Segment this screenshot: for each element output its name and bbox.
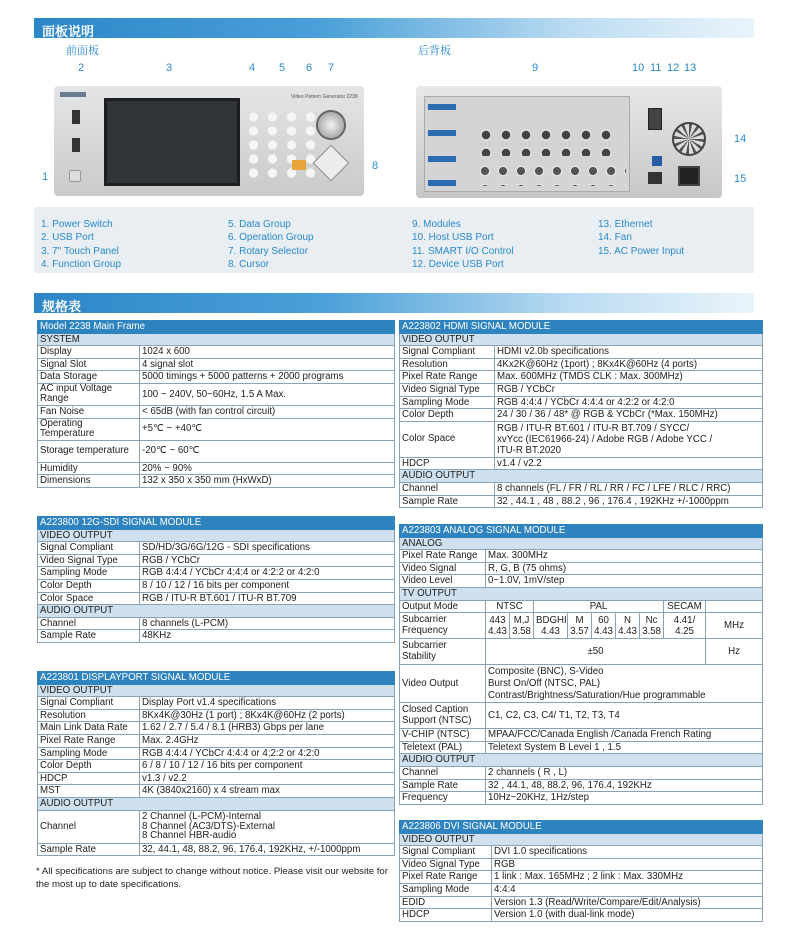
table-cell: 443 4.43 bbox=[486, 613, 510, 639]
callout-4: 4 bbox=[249, 62, 256, 74]
callout-7: 7 bbox=[328, 62, 335, 74]
table-cell: Teletext (PAL) bbox=[400, 741, 486, 754]
table-cell: Color Depth bbox=[400, 409, 495, 422]
callout-13: 13 bbox=[684, 62, 697, 74]
device-title: Video Pattern Generator 2238 bbox=[291, 94, 358, 100]
table-cell: Subcarrier Frequency bbox=[400, 613, 486, 639]
table-cell: 8 / 10 / 12 / 16 bits per component bbox=[140, 579, 395, 592]
section-title-panel: 面板说明 bbox=[34, 18, 754, 38]
rotary-selector bbox=[316, 110, 346, 140]
callout-11: 11 bbox=[650, 62, 662, 74]
table-cell: MPAA/FCC/Canada English /Canada French Rating bbox=[486, 729, 763, 742]
table-cell: Version 1.3 (Read/Write/Compare/Edit/Analysis) bbox=[492, 896, 763, 909]
table-cell: Color Space bbox=[400, 421, 495, 457]
table-cell: AC input Voltage Range bbox=[38, 383, 140, 405]
table-cell: Video Level bbox=[400, 575, 486, 588]
table-cell: Display bbox=[38, 346, 140, 359]
table-cell: EDID bbox=[400, 896, 492, 909]
table-cell: V-CHIP (NTSC) bbox=[400, 729, 486, 742]
table-cell: 32 , 44.1 , 48 , 88.2 , 96 , 176.4 , 192KHz +/-1000ppm bbox=[495, 495, 763, 508]
table-cell bbox=[706, 600, 763, 613]
table-cell: Storage temperature bbox=[38, 440, 140, 462]
table-cell: Video Signal bbox=[400, 562, 486, 575]
table-cell: MHz bbox=[706, 613, 763, 639]
table-cell: MST bbox=[38, 785, 140, 798]
table-displayport bbox=[37, 671, 395, 856]
table-main-frame bbox=[37, 320, 395, 488]
table-cell: 100 ~ 240V, 50~60Hz, 1.5 A Max. bbox=[140, 383, 395, 405]
table-cell: Pixel Rate Range bbox=[400, 550, 486, 563]
table-cell: ±50 bbox=[486, 639, 706, 665]
table-cell: 8 channels (FL / FR / RL / RR / FC / LFE / RLC / RRC) bbox=[495, 482, 763, 495]
table-cell: AUDIO OUTPUT bbox=[400, 470, 763, 483]
table-hdmi bbox=[399, 320, 763, 508]
table-cell: HDCP bbox=[38, 772, 140, 785]
table-cell: RGB bbox=[492, 858, 763, 871]
callout-14: 14 bbox=[734, 133, 747, 145]
table-cell: 132 x 350 x 350 mm (HxWxD) bbox=[140, 475, 395, 488]
table-cell: A223803 ANALOG SIGNAL MODULE bbox=[400, 525, 763, 538]
table-cell: Video Signal Type bbox=[400, 383, 495, 396]
legend-col-4: 13. Ethernet 14. Fan 15. AC Power Input bbox=[598, 219, 685, 257]
main-frame-cat: SYSTEM bbox=[38, 333, 395, 346]
table-cell: Video Signal Type bbox=[400, 858, 492, 871]
table-cell: Pixel Rate Range bbox=[38, 734, 140, 747]
table-cell: Subcarrier Stability bbox=[400, 639, 486, 665]
callout-6: 6 bbox=[306, 62, 313, 74]
table-cell: Output Mode bbox=[400, 600, 486, 613]
table-cell: 1024 x 600 bbox=[140, 346, 395, 359]
table-cell: Pixel Rate Range bbox=[400, 871, 492, 884]
table-cell: Signal Compliant bbox=[38, 697, 140, 710]
table-cell: PAL bbox=[534, 600, 664, 613]
fan bbox=[672, 122, 706, 156]
table-cell: 8 channels (L-PCM) bbox=[140, 617, 395, 630]
rear-panel-image bbox=[416, 86, 726, 202]
table-cell: Signal Compliant bbox=[38, 542, 140, 555]
callout-12: 12 bbox=[667, 62, 680, 74]
table-cell: Video Output bbox=[400, 665, 486, 703]
table-cell: Color Depth bbox=[38, 760, 140, 773]
callout-15: 15 bbox=[734, 173, 747, 185]
table-cell: M 3.57 bbox=[568, 613, 592, 639]
table-cell: SD/HD/3G/6G/12G - SDI specifications bbox=[140, 542, 395, 555]
table-cell: < 65dB (with fan control circuit) bbox=[140, 405, 395, 418]
table-cell: C1, C2, C3, C4/ T1, T2, T3, T4 bbox=[486, 703, 763, 729]
table-cell: Closed Caption Support (NTSC) bbox=[400, 703, 486, 729]
table-cell: 8Kx4K@30Hz (1 port) ; 8Kx4K@60Hz (2 ports) bbox=[140, 709, 395, 722]
table-cell: 4:4:4 bbox=[492, 883, 763, 896]
table-cell: 0~1.0V, 1mV/step bbox=[486, 575, 763, 588]
table-cell: Max. 2.4GHz bbox=[140, 734, 395, 747]
table-cell: -20℃ ~ 60℃ bbox=[140, 440, 395, 462]
table-cell: 1.62 / 2.7 / 5.4 / 8.1 (HRB3) Gbps per lane bbox=[140, 722, 395, 735]
table-cell: Channel bbox=[400, 766, 486, 779]
table-cell: VIDEO OUTPUT bbox=[400, 833, 763, 846]
table-cell: VIDEO OUTPUT bbox=[38, 684, 395, 697]
table-cell: NTSC bbox=[486, 600, 534, 613]
table-cell: HDCP bbox=[400, 909, 492, 922]
callout-9: 9 bbox=[532, 62, 539, 74]
table-cell: Dimensions bbox=[38, 475, 140, 488]
table-cell: Signal Compliant bbox=[400, 346, 495, 359]
table-cell: 2 Channel (L-PCM)-Internal 8 Channel (AC3/DTS)-External 8 Channel HBR-audio bbox=[140, 810, 395, 843]
table-cell: 2 channels ( R , L) bbox=[486, 766, 763, 779]
table-cell: Video Signal Type bbox=[38, 554, 140, 567]
table-cell: Color Space bbox=[38, 592, 140, 605]
table-cell: A223802 HDMI SIGNAL MODULE bbox=[400, 321, 763, 334]
table-cell: Channel bbox=[38, 810, 140, 843]
table-cell: AUDIO OUTPUT bbox=[38, 605, 395, 618]
table-cell: Max. 300MHz bbox=[486, 550, 763, 563]
table-cell: M,J 3.58 bbox=[510, 613, 534, 639]
ac-power-input bbox=[678, 166, 700, 186]
table-cell: Resolution bbox=[400, 358, 495, 371]
table-cell: RGB / ITU-R BT.601 / ITU-R BT.709 bbox=[140, 592, 395, 605]
table-cell: DVI 1.0 specifications bbox=[492, 846, 763, 859]
table-cell: +5℃ ~ +40℃ bbox=[140, 418, 395, 440]
table-cell: Sampling Mode bbox=[38, 567, 140, 580]
table-cell: VIDEO OUTPUT bbox=[400, 333, 763, 346]
table-sdi bbox=[37, 516, 395, 643]
table-cell: SECAM bbox=[664, 600, 706, 613]
front-panel-label: 前面板 bbox=[66, 44, 99, 57]
table-cell: A223800 12G-SDI SIGNAL MODULE bbox=[38, 517, 395, 530]
table-cell: Color Depth bbox=[38, 579, 140, 592]
power-switch bbox=[69, 170, 81, 182]
table-cell: RGB / YCbCr bbox=[495, 383, 763, 396]
table-cell: Display Port v1.4 specifications bbox=[140, 697, 395, 710]
table-cell: AUDIO OUTPUT bbox=[38, 797, 395, 810]
callout-2: 2 bbox=[78, 62, 85, 74]
callout-3: 3 bbox=[166, 62, 173, 74]
table-cell: Hz bbox=[706, 639, 763, 665]
table-cell: Sample Rate bbox=[400, 495, 495, 508]
table-cell: Fan Noise bbox=[38, 405, 140, 418]
table-cell: 32, 44.1, 48, 88.2, 96, 176.4, 192KHz, +/-1000ppm bbox=[140, 843, 395, 856]
front-panel-image bbox=[54, 80, 364, 202]
table-cell: 20% ~ 90% bbox=[140, 462, 395, 475]
table-cell: Composite (BNC), S-Video Burst On/Off (NTSC, PAL) Contrast/Brightness/Saturation/Hue programmable bbox=[486, 665, 763, 703]
table-cell: BDGHI 4.43 bbox=[534, 613, 568, 639]
table-cell: HDMI v2.0b specifications bbox=[495, 346, 763, 359]
table-cell: Version 1.0 (with dual-link mode) bbox=[492, 909, 763, 922]
ethernet-port bbox=[648, 172, 662, 184]
table-cell: RGB 4:4:4 / YCbCr 4:4:4 or 4:2:2 or 4:2:0 bbox=[140, 567, 395, 580]
legend-col-2: 5. Data Group 6. Operation Group 7. Rotary Selector 8. Cursor bbox=[228, 219, 314, 271]
table-cell: 60 4.43 bbox=[592, 613, 616, 639]
callout-1: 1 bbox=[42, 171, 49, 183]
table-cell: A223801 DISPLAYPORT SIGNAL MODULE bbox=[38, 672, 395, 685]
table-cell: Signal Slot bbox=[38, 358, 140, 371]
table-cell: 1 link : Max. 165MHz ; 2 link : Max. 330MHz bbox=[492, 871, 763, 884]
table-cell: v1.4 / v2.2 bbox=[495, 457, 763, 470]
table-cell: RGB 4:4:4 / YCbCr 4:4:4 or 4:2:2 or 4:2:0 bbox=[140, 747, 395, 760]
table-cell: Channel bbox=[400, 482, 495, 495]
section-title-spec: 规格表 bbox=[34, 293, 754, 313]
table-cell: R, G, B (75 ohms) bbox=[486, 562, 763, 575]
callout-10: 10 bbox=[632, 62, 645, 74]
table-cell: 4 signal slot bbox=[140, 358, 395, 371]
table-cell: Sampling Mode bbox=[400, 396, 495, 409]
table-cell: RGB / YCbCr bbox=[140, 554, 395, 567]
table-cell: N 4.43 bbox=[616, 613, 640, 639]
table-cell: AUDIO OUTPUT bbox=[400, 754, 763, 767]
table-cell: Resolution bbox=[38, 709, 140, 722]
usb-port bbox=[72, 110, 80, 124]
table-cell: Pixel Rate Range bbox=[400, 371, 495, 384]
main-frame-title: Model 2238 Main Frame bbox=[38, 321, 395, 334]
table-cell: Signal Compliant bbox=[400, 846, 492, 859]
table-cell: A223806 DVI SIGNAL MODULE bbox=[400, 821, 763, 834]
table-cell: RGB / ITU-R BT.601 / ITU-R BT.709 / SYCC/ xvYcc (IEC61966-24) / Adobe RGB / Adobe YCC / ITU-R BT.2020 bbox=[495, 421, 763, 457]
table-analog bbox=[399, 524, 763, 805]
table-cell: TV OUTPUT bbox=[400, 587, 763, 600]
table-cell: Teletext System B Level 1 , 1.5 bbox=[486, 741, 763, 754]
rear-panel-label: 后背板 bbox=[418, 44, 451, 57]
table-cell: 4K (3840x2160) x 4 stream max bbox=[140, 785, 395, 798]
table-cell: 24 / 30 / 36 / 48* @ RGB & YCbCr (*Max. 150MHz) bbox=[495, 409, 763, 422]
table-cell: HDCP bbox=[400, 457, 495, 470]
table-cell: Sampling Mode bbox=[38, 747, 140, 760]
table-cell: ANALOG bbox=[400, 537, 763, 550]
table-cell: Channel bbox=[38, 617, 140, 630]
callout-8: 8 bbox=[372, 160, 379, 172]
table-cell: 10Hz~20KHz, 1Hz/step bbox=[486, 792, 763, 805]
table-cell: Operating Temperature bbox=[38, 418, 140, 440]
table-dvi bbox=[399, 820, 763, 922]
table-cell: RGB 4:4:4 / YCbCr 4:4:4 or 4:2:2 or 4:2:0 bbox=[495, 396, 763, 409]
table-cell: 32 , 44.1, 48, 88.2, 96, 176.4, 192KHz bbox=[486, 779, 763, 792]
legend-col-3: 9. Modules 10. Host USB Port 11. SMART I/O Control 12. Device USB Port bbox=[412, 219, 514, 271]
table-cell: 48KHz bbox=[140, 630, 395, 643]
table-cell: Sampling Mode bbox=[400, 883, 492, 896]
table-cell: 4Kx2K@60Hz (1port) ; 8Kx4K@60Hz (4 ports) bbox=[495, 358, 763, 371]
table-cell: Frequency bbox=[400, 792, 486, 805]
table-cell: Max. 600MHz (TMDS CLK : Max. 300MHz) bbox=[495, 371, 763, 384]
table-cell: VIDEO OUTPUT bbox=[38, 529, 395, 542]
table-cell: v1.3 / v2.2 bbox=[140, 772, 395, 785]
table-cell: 4.41/ 4.25 bbox=[664, 613, 706, 639]
table-cell: Sample Rate bbox=[38, 630, 140, 643]
table-cell: Data Storage bbox=[38, 371, 140, 384]
table-cell: Sample Rate bbox=[400, 779, 486, 792]
table-cell: 6 / 8 / 10 / 12 / 16 bits per component bbox=[140, 760, 395, 773]
table-cell: Main Link Data Rate bbox=[38, 722, 140, 735]
legend-col-1: 1. Power Switch 2. USB Port 3. 7" Touch Panel 4. Function Group bbox=[41, 219, 122, 271]
table-cell: Humidity bbox=[38, 462, 140, 475]
table-cell: 5000 timings + 5000 patterns + 2000 programs bbox=[140, 371, 395, 384]
table-cell: Nc 3.58 bbox=[640, 613, 664, 639]
callout-5: 5 bbox=[279, 62, 286, 74]
table-cell: Sample Rate bbox=[38, 843, 140, 856]
footnote: * All specifications are subject to change without notice. Please visit our website for the most up to date specifications. bbox=[36, 866, 388, 890]
